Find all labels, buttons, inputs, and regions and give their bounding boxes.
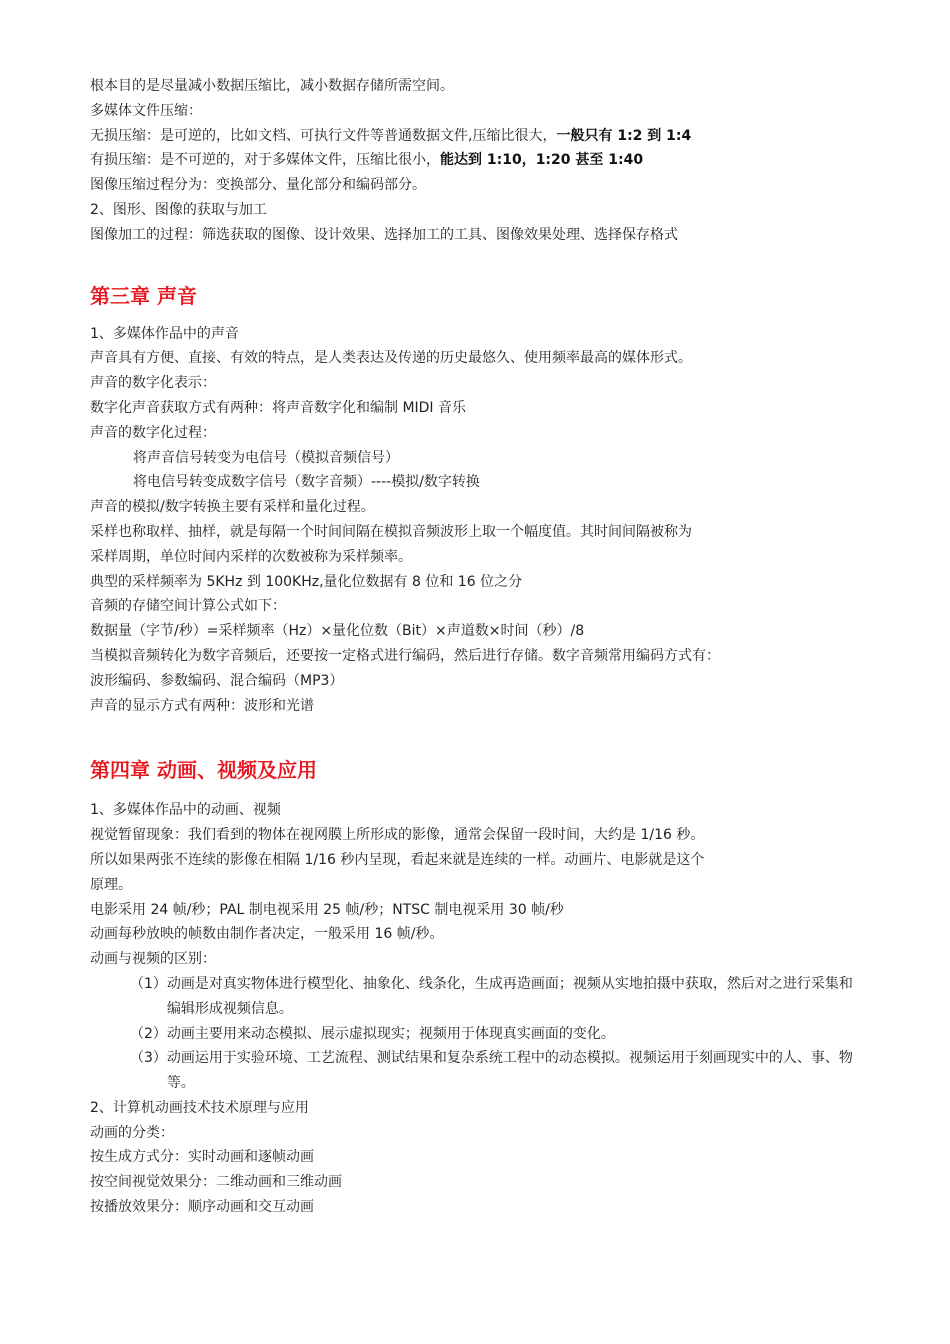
text-line: 1、多媒体作品中的动画、视频 [90, 802, 281, 819]
list-item [90, 1022, 865, 1047]
text-line: 声音的显示方式有两种：波形和光谱 [90, 697, 314, 714]
text-line: 典型的采样频率为 5KHz 到 100KHz,量化位数据有 8 位和 16 位之分 [90, 573, 523, 590]
list-item-number: （2） [130, 1025, 167, 1042]
chapter3-title: 第三章 声音 [90, 283, 197, 308]
text-line: 1、多媒体作品中的声音 [90, 325, 239, 342]
list-item [90, 972, 865, 1022]
list-item [90, 1046, 865, 1096]
list-item-text: 动画主要用来动态模拟、展示虚拟现实；视频用于体现真实画面的变化。 [166, 1025, 615, 1042]
text-line: 将声音信号转变为电信号（模拟音频信号） [133, 449, 399, 466]
text-line: 多媒体文件压缩： [90, 102, 202, 119]
text-line: 图像加工的过程：筛选获取的图像、设计效果、选择加工的工具、图像效果处理、选择保存格式 [90, 226, 678, 243]
text-line: 按播放效果分：顺序动画和交互动画 [90, 1199, 314, 1216]
bold-ratio: 一般只有 1:2 到 1:4 [556, 127, 692, 144]
list-item-number: （1） [130, 975, 167, 992]
list-item-text: 动画运用于实验环境、工艺流程、测试结果和复杂系统工程中的动态模拟。视频运用于刻画现实中的人、事、物等。 [166, 1050, 853, 1092]
formula-line: 数据量（字节/秒）=采样频率（Hz）×量化位数（Bit）×声道数×时间（秒）/8 [90, 623, 585, 640]
text-line: 按空间视觉效果分：二维动画和三维动画 [90, 1174, 342, 1191]
bold-ratio: 能达到 1:10，1:20 甚至 1:40 [440, 152, 644, 169]
text-line: 根本目的是尽量减小数据压缩比，减小数据存储所需空间。 [90, 78, 454, 94]
list-item-text: 动画是对真实物体进行模型化、抽象化、线条化，生成再造画面；视频从实地拍摄中获取，然后对之进行采集和编辑形成视频信息。 [166, 975, 853, 1017]
text-line: 声音具有方便、直接、有效的特点，是人类表达及传递的历史最悠久、使用频率最高的媒体形式。 [90, 350, 692, 367]
text-line: 采样也称取样、抽样，就是每隔一个时间间隔在模拟音频波形上取一个幅度值。其时间间隔被称为 [90, 523, 692, 540]
text-line: 声音的模拟/数字转换主要有采样和量化过程。 [90, 499, 375, 516]
text-line: 所以如果两张不连续的影像在相隔 1/16 秒内呈现，看起来就是连续的一样。动画片、电影就是这个 [90, 851, 705, 868]
text-line: 视觉暂留现象：我们看到的物体在视网膜上所形成的影像，通常会保留一段时间，大约是 1/16 秒。 [90, 827, 705, 844]
text-line: 按生成方式分：实时动画和逐帧动画 [90, 1149, 314, 1166]
chapter4-title: 第四章 动画、视频及应用 [90, 758, 317, 783]
text-line: 将电信号转变成数字信号（数字音频）----模拟/数字转换 [133, 474, 480, 491]
text-line: 波形编码、参数编码、混合编码（MP3） [90, 672, 344, 689]
list-item-number: （3） [130, 1050, 167, 1067]
document-page [90, 74, 865, 1220]
text-line: 有损压缩：是不可逆的，对于多媒体文件，压缩比很小，能达到 1:10，1:20 甚至 1:40 [90, 152, 644, 169]
text-line: 动画的分类： [90, 1124, 174, 1141]
text-line: 音频的存储空间计算公式如下： [90, 598, 286, 615]
text-line: 原理。 [90, 876, 132, 893]
text-line: 2、计算机动画技术技术原理与应用 [90, 1099, 309, 1116]
text-line: 当模拟音频转化为数字音频后，还要按一定格式进行编码，然后进行存储。数字音频常用编码方式有： [90, 647, 720, 664]
text-line: 图像压缩过程分为：变换部分、量化部分和编码部分。 [90, 177, 426, 194]
text-line: 声音的数字化过程： [90, 424, 216, 441]
text-line: 电影采用 24 帧/秒；PAL 制电视采用 25 帧/秒；NTSC 制电视采用 30 帧/秒 [90, 901, 564, 918]
text-line: 2、图形、图像的获取与加工 [90, 201, 267, 218]
text-line: 采样周期，单位时间内采样的次数被称为采样频率。 [90, 548, 412, 565]
text-line: 无损压缩：是可逆的，比如文档、可执行文件等普通数据文件,压缩比很大，一般只有 1:2 到 1:4 [90, 127, 692, 144]
text-line: 动画每秒放映的帧数由制作者决定，一般采用 16 帧/秒。 [90, 926, 444, 943]
text-line: 数字化声音获取方式有两种：将声音数字化和编制 MIDI 音乐 [90, 399, 467, 416]
text-line: 动画与视频的区别： [90, 951, 216, 968]
text-line: 声音的数字化表示： [90, 375, 216, 392]
